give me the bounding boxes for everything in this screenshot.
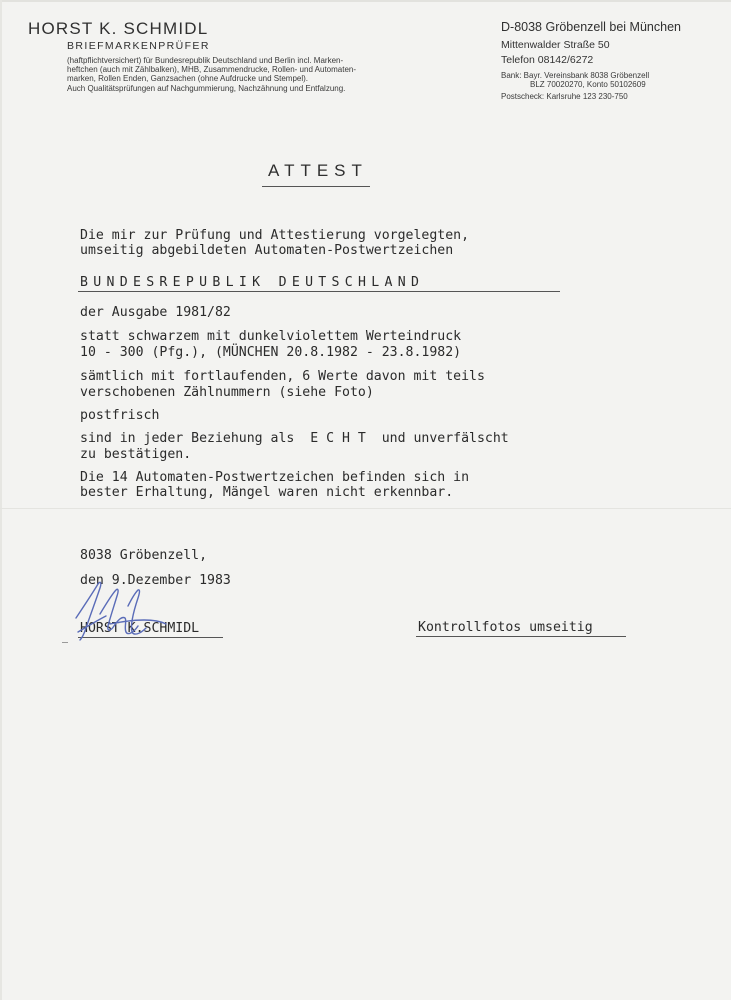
sender-note-line: (haftpflichtversichert) für Bundesrepublik Deutschland und Berlin incl. Marken- [67, 56, 344, 65]
genuine-line: sind in jeder Beziehung als E C H T und unverfälscht [80, 431, 509, 446]
quality-line: bester Erhaltung, Mängel waren nicht erkennbar. [80, 485, 454, 500]
sender-note-line: marken, Rollen Enden, Ganzsachen (ohne Aufdrucke und Stempel). [67, 74, 309, 83]
address-city: D-8038 Gröbenzell bei München [501, 20, 681, 34]
country-underline [78, 291, 560, 292]
place-line: 8038 Gröbenzell, [80, 548, 208, 563]
genuine-line: zu bestätigen. [80, 447, 192, 462]
serial-line: sämtlich mit fortlaufenden, 6 Werte davon mit teils [80, 369, 485, 384]
margin-mark [62, 642, 68, 643]
postcheck-account: Postscheck: Karlsruhe 123 230-750 [501, 92, 628, 101]
sender-note-line: Auch Qualitätsprüfungen auf Nachgummierung, Nachzähnung und Entfalzung. [67, 84, 346, 93]
address-street: Mittenwalder Straße 50 [501, 39, 610, 51]
title-underline [262, 186, 370, 187]
print-line: statt schwarzem mit dunkelviolettem Werteindruck [80, 329, 462, 344]
phone-number: Telefon 08142/6272 [501, 54, 594, 66]
fold-line [0, 508, 731, 509]
quality-line: Die 14 Automaten-Postwertzeichen befinden sich in [80, 470, 470, 485]
country-heading: BUNDESREPUBLIK DEUTSCHLAND [80, 275, 425, 290]
document-title: ATTEST [268, 161, 368, 180]
sender-title: BRIEFMARKENPRÜFER [67, 40, 210, 52]
control-photos-note: Kontrollfotos umseitig [418, 620, 593, 635]
sender-note-line: heftchen (auch mit Zählbalken), MHB, Zusammendrucke, Rollen- und Automaten- [67, 65, 357, 74]
serial-line: verschobenen Zählnummern (siehe Foto) [80, 385, 374, 400]
intro-line: Die mir zur Prüfung und Attestierung vorgelegten, [80, 228, 470, 243]
sender-name: HORST K. SCHMIDL [28, 19, 209, 38]
print-line: 10 - 300 (Pfg.), (MÜNCHEN 20.8.1982 - 23.8.1982) [80, 345, 462, 360]
control-photos-underline [416, 636, 626, 637]
issue-line: der Ausgabe 1981/82 [80, 305, 231, 320]
bank-account: BLZ 70020270, Konto 50102609 [530, 80, 646, 89]
page-edge-top [0, 0, 731, 2]
signatory-name: HORST K.SCHMIDL [80, 621, 200, 636]
date-line: den 9.Dezember 1983 [80, 573, 231, 588]
condition-line: postfrisch [80, 408, 160, 423]
bank-details: Bank: Bayr. Vereinsbank 8038 Gröbenzell [501, 71, 650, 80]
handwritten-signature [70, 576, 170, 644]
intro-line: umseitig abgebildeten Automaten-Postwertzeichen [80, 243, 454, 258]
page-edge-left [0, 0, 2, 1000]
